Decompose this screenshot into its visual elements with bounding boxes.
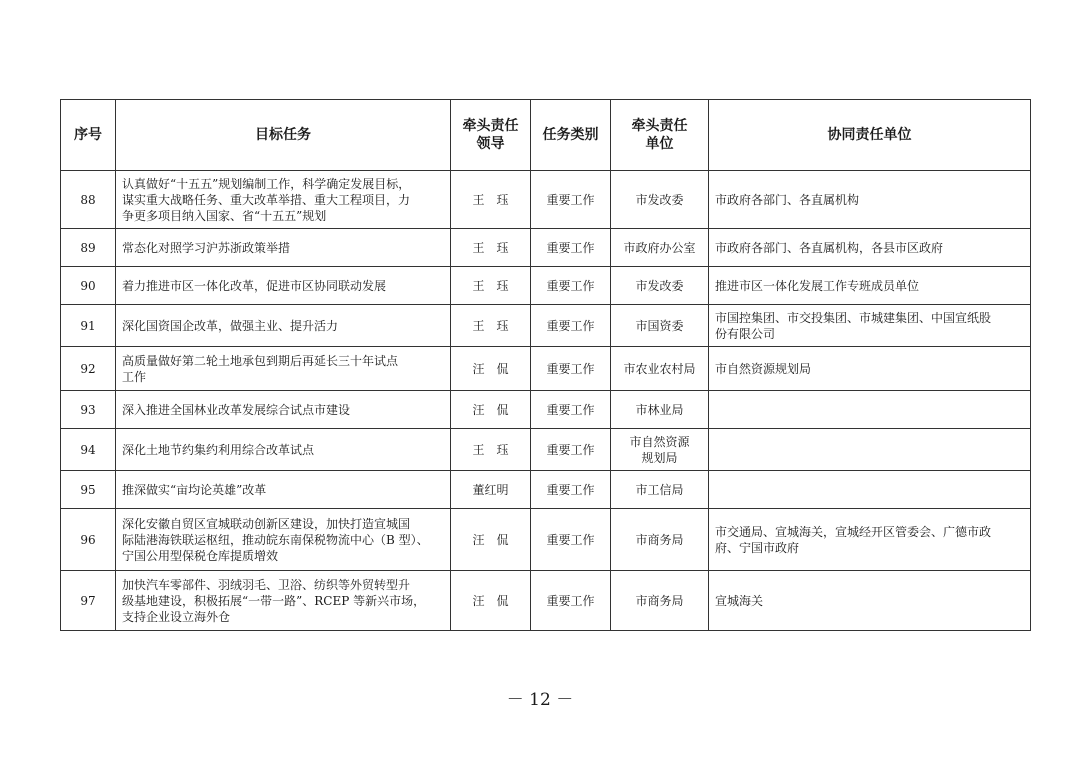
cell-coop: 推进市区一体化发展工作专班成员单位 xyxy=(709,267,1031,305)
cell-category: 重要工作 xyxy=(531,391,611,429)
cell-unit: 市国资委 xyxy=(611,305,709,347)
cell-coop: 市自然资源规划局 xyxy=(709,347,1031,391)
cell-category: 重要工作 xyxy=(531,509,611,571)
header-num: 序号 xyxy=(61,100,116,171)
cell-num: 88 xyxy=(61,171,116,229)
cell-leader: 董红明 xyxy=(451,471,531,509)
table-row xyxy=(61,171,1031,229)
cell-task: 深化国资国企改革，做强主业、提升活力 xyxy=(116,305,451,347)
cell-num: 95 xyxy=(61,471,116,509)
table-row xyxy=(61,305,1031,347)
cell-category: 重要工作 xyxy=(531,571,611,631)
cell-coop: 市国控集团、市交投集团、市城建集团、中国宣纸股 份有限公司 xyxy=(709,305,1031,347)
table-row xyxy=(61,347,1031,391)
cell-num: 91 xyxy=(61,305,116,347)
header-row xyxy=(61,100,1031,171)
cell-leader: 汪 侃 xyxy=(451,391,531,429)
cell-unit: 市林业局 xyxy=(611,391,709,429)
cell-task: 着力推进市区一体化改革，促进市区协同联动发展 xyxy=(116,267,451,305)
cell-coop xyxy=(709,471,1031,509)
task-table xyxy=(60,99,1031,631)
cell-num: 97 xyxy=(61,571,116,631)
table-body xyxy=(61,171,1031,631)
table-row xyxy=(61,267,1031,305)
cell-coop xyxy=(709,429,1031,471)
cell-leader: 王 珏 xyxy=(451,267,531,305)
table-row xyxy=(61,571,1031,631)
cell-coop xyxy=(709,391,1031,429)
cell-leader: 王 珏 xyxy=(451,229,531,267)
cell-leader: 汪 侃 xyxy=(451,509,531,571)
header-unit: 牵头责任 单位 xyxy=(611,100,709,171)
cell-category: 重要工作 xyxy=(531,471,611,509)
cell-num: 96 xyxy=(61,509,116,571)
cell-unit: 市商务局 xyxy=(611,571,709,631)
cell-unit: 市政府办公室 xyxy=(611,229,709,267)
cell-unit: 市农业农村局 xyxy=(611,347,709,391)
cell-task: 深化安徽自贸区宣城联动创新区建设，加快打造宣城国 际陆港海铁联运枢纽，推动皖东南保税物流中心（B 型）、 宁国公用型保税仓库提质增效 xyxy=(116,509,451,571)
header-category: 任务类别 xyxy=(531,100,611,171)
cell-task: 推深做实“亩均论英雄”改革 xyxy=(116,471,451,509)
table-row xyxy=(61,391,1031,429)
cell-num: 89 xyxy=(61,229,116,267)
cell-category: 重要工作 xyxy=(531,347,611,391)
cell-coop: 市交通局、宣城海关，宣城经开区管委会、广德市政 府、宁国市政府 xyxy=(709,509,1031,571)
cell-coop: 市政府各部门、各直属机构 xyxy=(709,171,1031,229)
table-header xyxy=(61,100,1031,171)
cell-category: 重要工作 xyxy=(531,171,611,229)
cell-leader: 汪 侃 xyxy=(451,571,531,631)
cell-category: 重要工作 xyxy=(531,229,611,267)
cell-leader: 王 珏 xyxy=(451,171,531,229)
cell-task: 深入推进全国林业改革发展综合试点市建设 xyxy=(116,391,451,429)
cell-num: 93 xyxy=(61,391,116,429)
cell-leader: 王 珏 xyxy=(451,429,531,471)
cell-unit: 市自然资源 规划局 xyxy=(611,429,709,471)
cell-leader: 王 珏 xyxy=(451,305,531,347)
cell-coop: 市政府各部门、各直属机构，各县市区政府 xyxy=(709,229,1031,267)
cell-task: 高质量做好第二轮土地承包到期后再延长三十年试点 工作 xyxy=(116,347,451,391)
page-number: － 12 － xyxy=(506,690,574,710)
cell-task: 深化土地节约集约利用综合改革试点 xyxy=(116,429,451,471)
cell-task: 认真做好“十五五”规划编制工作，科学确定发展目标， 谋实重大战略任务、重大改革举措、重大工程项目，力 争更多项目纳入国家、省“十五五”规划 xyxy=(116,171,451,229)
table-row xyxy=(61,509,1031,571)
cell-unit: 市商务局 xyxy=(611,509,709,571)
cell-leader: 汪 侃 xyxy=(451,347,531,391)
cell-unit: 市工信局 xyxy=(611,471,709,509)
table-row xyxy=(61,229,1031,267)
table-row xyxy=(61,429,1031,471)
cell-category: 重要工作 xyxy=(531,429,611,471)
cell-num: 92 xyxy=(61,347,116,391)
cell-coop: 宣城海关 xyxy=(709,571,1031,631)
cell-unit: 市发改委 xyxy=(611,171,709,229)
table-row xyxy=(61,471,1031,509)
cell-unit: 市发改委 xyxy=(611,267,709,305)
cell-num: 90 xyxy=(61,267,116,305)
header-leader: 牵头责任 领导 xyxy=(451,100,531,171)
cell-task: 加快汽车零部件、羽绒羽毛、卫浴、纺织等外贸转型升 级基地建设，积极拓展“一带一路”、RCEP 等新兴市场， 支持企业设立海外仓 xyxy=(116,571,451,631)
header-coop: 协同责任单位 xyxy=(709,100,1031,171)
cell-category: 重要工作 xyxy=(531,305,611,347)
cell-num: 94 xyxy=(61,429,116,471)
cell-task: 常态化对照学习沪苏浙政策举措 xyxy=(116,229,451,267)
cell-category: 重要工作 xyxy=(531,267,611,305)
header-task: 目标任务 xyxy=(116,100,451,171)
